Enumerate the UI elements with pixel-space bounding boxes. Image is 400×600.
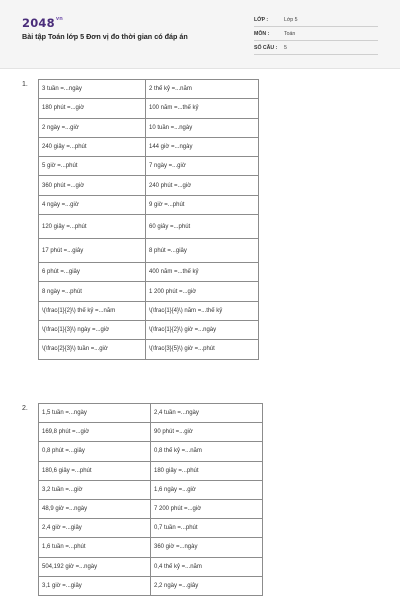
table-cell: 360 giờ =...ngày (151, 538, 263, 557)
table-row (39, 404, 263, 423)
table-cell: \(\frac{1}{3}\) ngày =...giờ (39, 320, 146, 339)
table-row (39, 519, 263, 538)
table-row (39, 320, 259, 339)
logo-text[interactable]: 2048 (22, 16, 55, 30)
table-cell: 1,6 ngày =...giờ (151, 480, 263, 499)
table-cell: 2 thế kỷ =...năm (146, 80, 259, 99)
table-cell: 7 ngày =...giờ (146, 157, 259, 176)
site-logo[interactable] (22, 16, 63, 30)
table-row (39, 239, 259, 263)
table-cell: 0,8 thế kỷ =...năm (151, 442, 263, 461)
table-row (39, 99, 259, 118)
table-cell: 10 tuần =...ngày (146, 118, 259, 137)
logo-suffix: vn (55, 16, 64, 22)
question-2-table (38, 403, 263, 596)
table-row (39, 263, 259, 282)
table-cell: 0,4 thế kỷ =...năm (151, 557, 263, 576)
table-cell: \(\frac{2}{3}\) tuần =...giờ (39, 340, 146, 359)
field-subject-value: Toán (284, 31, 296, 37)
field-question-count-value: 5 (284, 45, 287, 51)
table-row (39, 195, 259, 214)
table-cell: 180,6 giây =...phút (39, 461, 151, 480)
table-cell: \(\frac{3}{5}\) giờ =...phút (146, 340, 259, 359)
question-2-number: 2. (22, 405, 28, 412)
table-cell: 2,2 ngày =...giây (151, 576, 263, 595)
table-cell: \(\frac{1}{2}\) thế kỷ =...năm (39, 301, 146, 320)
table-cell: 6 phút =...giây (39, 263, 146, 282)
table-cell: 504,192 giờ =...ngày (39, 557, 151, 576)
question-1-table (38, 79, 259, 360)
table-cell: 9 giờ =...phút (146, 195, 259, 214)
field-question-count (254, 42, 378, 55)
table-cell: 3 tuần =...ngày (39, 80, 146, 99)
table-row (39, 340, 259, 359)
table-row (39, 499, 263, 518)
table-cell: \(\frac{1}{2}\) giờ =...ngày (146, 320, 259, 339)
table-cell: 144 giờ =...ngày (146, 137, 259, 156)
table-cell: 180 phút =...giờ (39, 99, 146, 118)
table-cell: 4 ngày =...giờ (39, 195, 146, 214)
table-cell: 17 phút =...giây (39, 239, 146, 263)
field-class-value: Lớp 5 (284, 17, 298, 23)
table-row (39, 80, 259, 99)
table-cell: 0,8 phút =...giây (39, 442, 151, 461)
table-cell: 1,5 tuần =...ngày (39, 404, 151, 423)
field-subject-label: MÔN : (254, 31, 270, 37)
table-cell: 1,6 tuần =...phút (39, 538, 151, 557)
table-row (39, 480, 263, 499)
table-row (39, 442, 263, 461)
table-row (39, 176, 259, 195)
table-row (39, 137, 259, 156)
field-question-count-label: SỐ CÂU : (254, 45, 278, 51)
table-row (39, 157, 259, 176)
table-cell: 1 200 phút =...giờ (146, 282, 259, 301)
table-cell: 169,8 phút =...giờ (39, 423, 151, 442)
table-cell: 180 giây =...phút (151, 461, 263, 480)
table-row (39, 423, 263, 442)
table-cell: 2,4 tuần =...ngày (151, 404, 263, 423)
question-1-number: 1. (22, 81, 28, 88)
worksheet-header (0, 0, 400, 69)
table-row (39, 538, 263, 557)
table-cell: 7 200 phút =...giờ (151, 499, 263, 518)
table-row (39, 461, 263, 480)
table-cell: 240 giây =...phút (39, 137, 146, 156)
worksheet-title: Bài tập Toán lớp 5 Đơn vị đo thời gian có đáp án (22, 32, 188, 41)
table-row (39, 118, 259, 137)
table-row (39, 576, 263, 595)
table-cell: 60 giây =...phút (146, 215, 259, 239)
table-cell: 0,7 tuần =...phút (151, 519, 263, 538)
table-cell: 400 năm =...thế kỷ (146, 263, 259, 282)
table-cell: \(\frac{1}{4}\) năm =...thế kỷ (146, 301, 259, 320)
field-subject (254, 28, 378, 41)
table-cell: 240 phút =...giờ (146, 176, 259, 195)
table-cell: 3,1 giờ =...giây (39, 576, 151, 595)
table-cell: 90 phút =...giờ (151, 423, 263, 442)
table-cell: 120 giây =...phút (39, 215, 146, 239)
table-cell: 8 phút =...giây (146, 239, 259, 263)
table-row (39, 557, 263, 576)
field-class-label: LỚP : (254, 17, 269, 23)
table-cell: 8 ngày =...phút (39, 282, 146, 301)
table-row (39, 301, 259, 320)
table-cell: 48,9 giờ =...ngày (39, 499, 151, 518)
table-row (39, 282, 259, 301)
table-row (39, 215, 259, 239)
table-cell: 5 giờ =...phút (39, 157, 146, 176)
table-cell: 3,2 tuần =...giờ (39, 480, 151, 499)
table-cell: 2,4 giờ =...giây (39, 519, 151, 538)
table-cell: 360 phút =...giờ (39, 176, 146, 195)
table-cell: 100 năm =...thế kỷ (146, 99, 259, 118)
table-cell: 2 ngày =...giờ (39, 118, 146, 137)
field-class (254, 14, 378, 27)
